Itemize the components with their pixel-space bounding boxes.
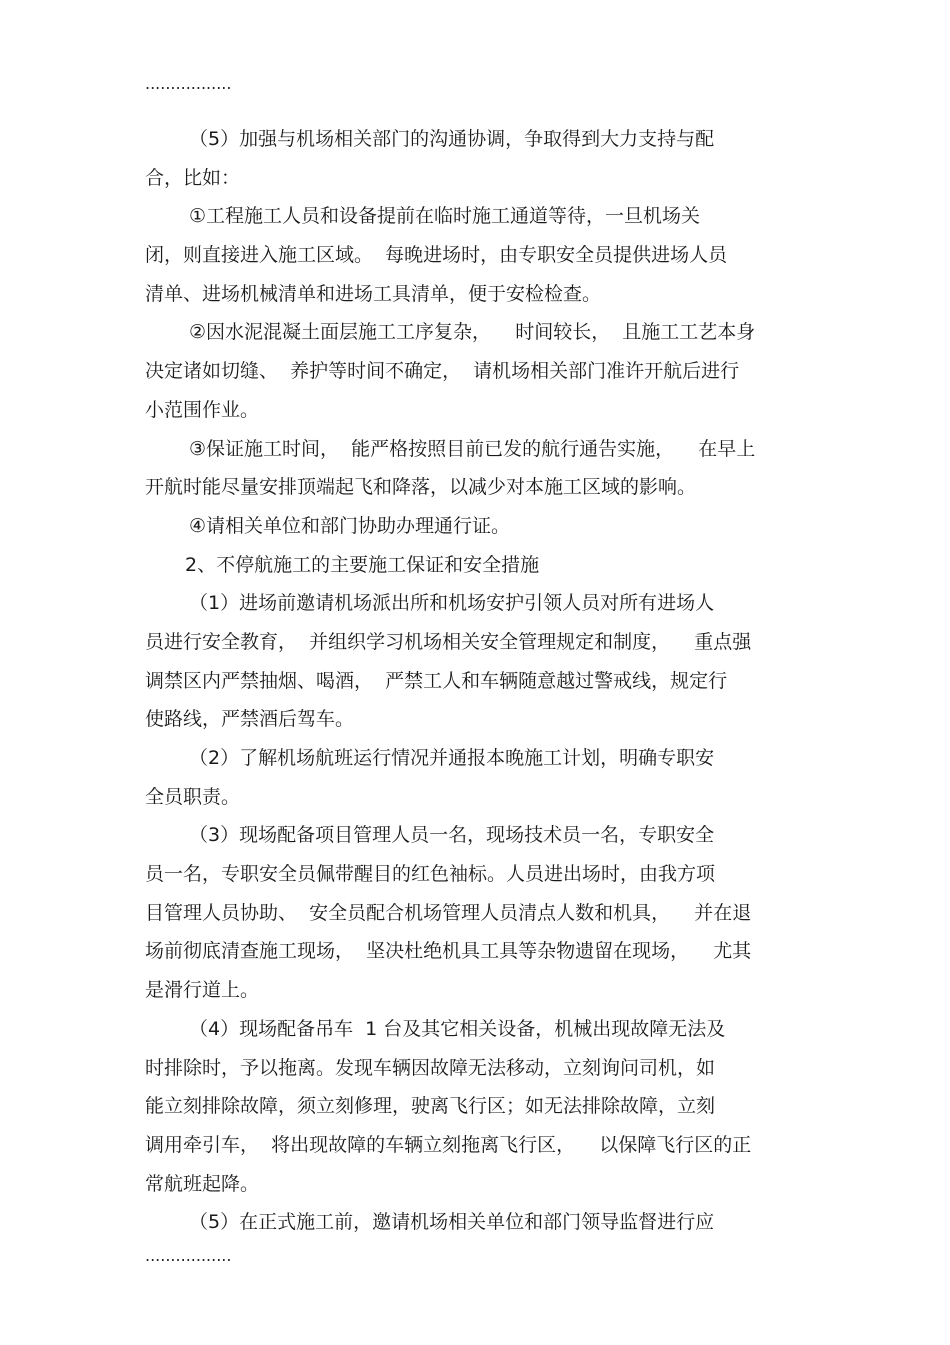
text-line: 能立刻排除故障，须立刻修理，驶离飞行区；如无法排除故障，立刻	[145, 1095, 716, 1118]
text-line: ④请相关单位和部门协助办理通行证。	[189, 514, 511, 537]
text-line: 员一名，专职安全员佩带醒目的红色袖标。人员进出场时，由我方项	[145, 863, 716, 886]
text-line: 决定诸如切缝、 养护等时间不确定， 请机场相关部门准许开航后进行	[145, 360, 740, 383]
text-line: （5）加强与机场相关部门的沟通协调，争取得到大力支持与配	[189, 128, 715, 150]
text-line: 闭，则直接进入施工区域。 每晚进场时，由专职安全员提供进场人员	[145, 244, 728, 267]
text-line: 全员职责。	[145, 785, 241, 808]
text-line: 调用牵引车， 将出现故障的车辆立刻拖离飞行区， 以保障飞行区的正	[145, 1133, 752, 1156]
text-line: 时排除时，予以拖离。发现车辆因故障无法移动，立刻询问司机，如	[145, 1056, 716, 1079]
text-line: 开航时能尽量安排顶端起飞和降落，以减少对本施工区域的影响。	[145, 476, 697, 499]
text-line: 常航班起降。	[145, 1172, 260, 1195]
text-line: 小范围作业。	[145, 398, 260, 421]
text-line: 使路线，严禁酒后驾车。	[145, 708, 355, 731]
body-text	[145, 120, 815, 1242]
text-line: （3）现场配备项目管理人员一名，现场技术员一名，专职安全	[189, 824, 715, 847]
footer-dots: .................	[145, 1246, 232, 1265]
text-line: 清单、进场机械清单和进场工具清单，便于安检检查。	[145, 282, 602, 305]
text-line: （1）进场前邀请机场派出所和机场安护引领人员对所有进场人	[189, 592, 715, 615]
text-line: 目管理人员协助、 安全员配合机场管理人员清点人数和机具， 并在退	[145, 901, 752, 924]
text-line: 调禁区内严禁抽烟、喝酒， 严禁工人和车辆随意越过警戒线，规定行	[145, 669, 728, 692]
header-dots: .................	[145, 74, 232, 93]
text-line: ③保证施工时间， 能严格按照目前已发的航行通告实施， 在早上	[189, 437, 756, 460]
text-line: ①工程施工人员和设备提前在临时施工通道等待，一旦机场关	[189, 205, 701, 228]
text-line: （2）了解机场航班运行情况并通报本晚施工计划，明确专职安	[189, 747, 715, 769]
text-line: （4）现场配备吊车 1 台及其它相关设备，机械出现故障无法及	[189, 1017, 726, 1040]
text-line: 员进行安全教育， 并组织学习机场相关安全管理规定和制度， 重点强	[145, 630, 752, 653]
text-line: 场前彻底清查施工现场， 坚决杜绝机具工具等杂物遗留在现场， 尤其	[145, 940, 752, 963]
text-line: 是滑行道上。	[145, 979, 260, 1002]
text-line: （5）在正式施工前，邀请机场相关单位和部门领导监督进行应	[189, 1211, 715, 1234]
text-line: ②因水泥混凝土面层施工工序复杂， 时间较长， 且施工工艺本身	[189, 321, 756, 344]
section-heading: 2、不停航施工的主要施工保证和安全措施	[185, 553, 540, 576]
text-line: 合，比如：	[145, 166, 241, 189]
